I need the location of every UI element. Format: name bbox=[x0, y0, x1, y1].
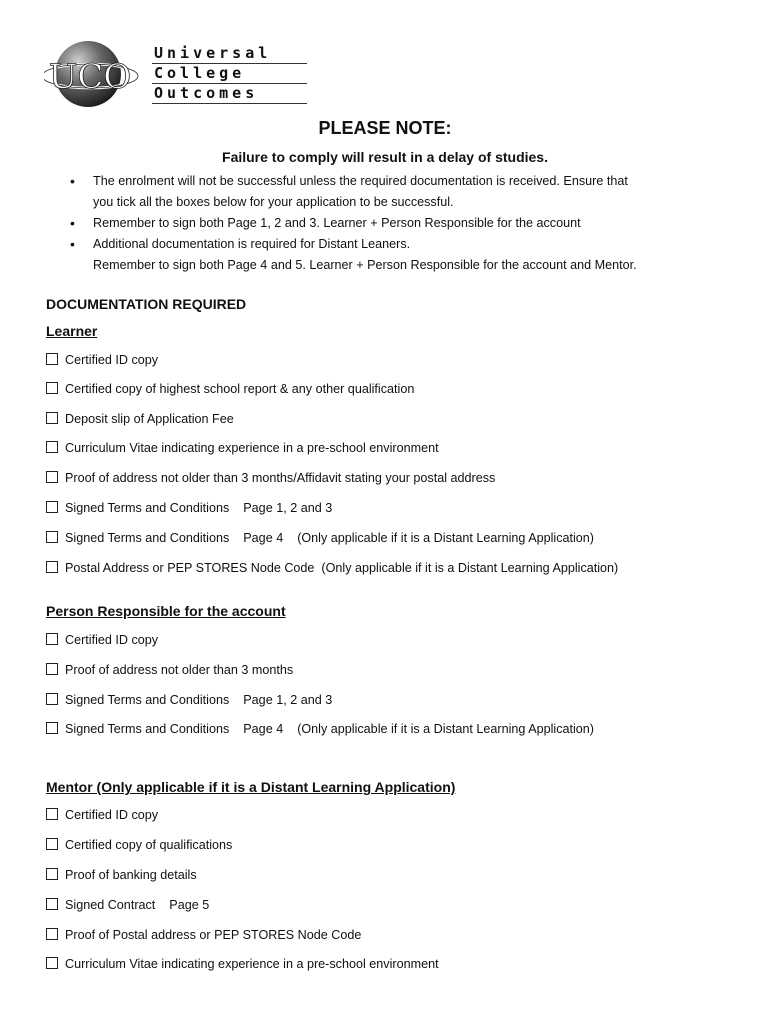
person-checklist-item[interactable]: Signed Terms and Conditions Page 4 (Only applicable if it is a Distant Learning Application) bbox=[46, 722, 594, 736]
learner-checklist-item[interactable]: Postal Address or PEP STORES Node Code (Only applicable if it is a Distant Learning Application) bbox=[46, 561, 618, 575]
mentor-checklist-item[interactable]: Certified copy of qualifications bbox=[46, 838, 232, 852]
note-item-continuation: you tick all the boxes below for your application to be successful. bbox=[93, 195, 454, 209]
globe-logo-icon bbox=[44, 38, 144, 110]
uco-logo bbox=[44, 38, 314, 110]
note-item: • Additional documentation is required for Distant Leaners. bbox=[68, 234, 718, 255]
checkbox[interactable] bbox=[46, 838, 58, 850]
learner-checklist-item[interactable]: Curriculum Vitae indicating experience in a pre-school environment bbox=[46, 441, 439, 455]
checkbox[interactable] bbox=[46, 663, 58, 675]
checkbox[interactable] bbox=[46, 928, 58, 940]
person-responsible-heading: Person Responsible for the account bbox=[46, 603, 286, 619]
checkbox[interactable] bbox=[46, 957, 58, 969]
checkbox[interactable] bbox=[46, 441, 58, 453]
person-checklist-item[interactable]: Signed Terms and Conditions Page 1, 2 and 3 bbox=[46, 693, 332, 707]
learner-checklist-item[interactable]: Certified ID copy bbox=[46, 353, 158, 367]
mentor-checklist-item[interactable]: Curriculum Vitae indicating experience in a pre-school environment bbox=[46, 957, 439, 971]
checkbox[interactable] bbox=[46, 633, 58, 645]
checkbox[interactable] bbox=[46, 808, 58, 820]
learner-heading: Learner bbox=[46, 323, 98, 339]
checkbox[interactable] bbox=[46, 898, 58, 910]
documentation-heading: DOCUMENTATION REQUIRED bbox=[46, 296, 247, 312]
mentor-checklist-item[interactable]: Signed Contract Page 5 bbox=[46, 898, 209, 912]
checkbox[interactable] bbox=[46, 722, 58, 734]
logo-line-2: College bbox=[152, 64, 307, 84]
note-item: • Remember to sign both Page 1, 2 and 3. Learner + Person Responsible for the account bbox=[68, 213, 718, 234]
person-checklist-item[interactable]: Certified ID copy bbox=[46, 633, 158, 647]
mentor-checklist-item[interactable]: Certified ID copy bbox=[46, 808, 158, 822]
checkbox[interactable] bbox=[46, 382, 58, 394]
page-title: PLEASE NOTE: bbox=[318, 118, 452, 138]
note-item: • The enrolment will not be successful unless the required documentation is received. Ensure that bbox=[68, 171, 718, 192]
notes-list bbox=[68, 171, 718, 276]
mentor-heading: Mentor (Only applicable if it is a Distant Learning Application) bbox=[46, 779, 456, 795]
checkbox[interactable] bbox=[46, 471, 58, 483]
person-checklist-item[interactable]: Proof of address not older than 3 months bbox=[46, 663, 293, 677]
checkbox[interactable] bbox=[46, 693, 58, 705]
learner-checklist-item[interactable]: Signed Terms and Conditions Page 4 (Only applicable if it is a Distant Learning Application) bbox=[46, 531, 594, 545]
page-subtitle: Failure to comply will result in a delay of studies. bbox=[222, 149, 548, 165]
learner-checklist-item[interactable]: Deposit slip of Application Fee bbox=[46, 412, 234, 426]
logo-line-1: Universal bbox=[152, 44, 307, 64]
logo-initials: UCO bbox=[48, 57, 132, 97]
checkbox[interactable] bbox=[46, 531, 58, 543]
mentor-checklist-item[interactable]: Proof of banking details bbox=[46, 868, 197, 882]
checkbox[interactable] bbox=[46, 353, 58, 365]
learner-checklist-item[interactable]: Proof of address not older than 3 months/Affidavit stating your postal address bbox=[46, 471, 495, 485]
mentor-checklist-item[interactable]: Proof of Postal address or PEP STORES Node Code bbox=[46, 928, 361, 942]
checkbox[interactable] bbox=[46, 501, 58, 513]
checkbox[interactable] bbox=[46, 412, 58, 424]
checkbox[interactable] bbox=[46, 868, 58, 880]
checkbox[interactable] bbox=[46, 561, 58, 573]
learner-checklist-item[interactable]: Certified copy of highest school report & any other qualification bbox=[46, 382, 414, 396]
logo-line-3: Outcomes bbox=[152, 84, 307, 104]
note-item-continuation: Remember to sign both Page 4 and 5. Learner + Person Responsible for the account and Mentor. bbox=[93, 258, 637, 272]
learner-checklist-item[interactable]: Signed Terms and Conditions Page 1, 2 and 3 bbox=[46, 501, 332, 515]
